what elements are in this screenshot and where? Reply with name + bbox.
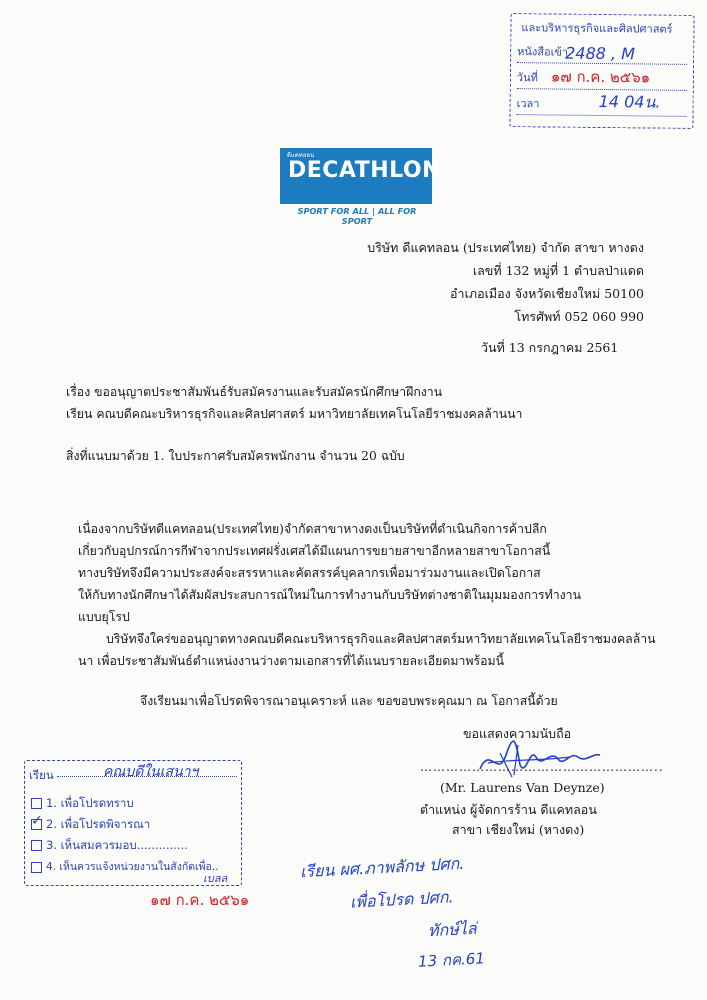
routing-option-label: 1. เพื่อโปรดทราบ <box>46 796 134 810</box>
sender-address-2: อำเภอเมือง จังหวัดเชียงใหม่ 50100 <box>450 286 644 301</box>
stamp-date-row <box>517 66 687 91</box>
routing-option-1 <box>31 795 134 813</box>
routing-to-label: เรียน <box>29 768 54 782</box>
body-line-3: ทางบริษัทจึงมีความประสงค์จะสรรหาและคัดสรรค์บุคลากรเพื่อมาร่วมงานและเปิดโอกาส <box>78 566 541 580</box>
recipient-line: เรียน คณบดีคณะบริหารธุรกิจและศิลปศาสตร์ มหาวิทยาลัยเทคโนโลยีราชมงคลล้านนา <box>66 407 523 421</box>
stamp-number-value: 2488 , M <box>565 43 636 64</box>
stamp-time-label: เวลา <box>516 97 540 111</box>
received-stamp <box>509 13 694 129</box>
closing-line: จึงเรียนมาเพื่อโปรดพิจารณาอนุเคราะห์ และ ขอขอบพระคุณมา ณ โอกาสนี้ด้วย <box>140 694 558 708</box>
body-line-4: ให้กับทางนักศึกษาได้สัมผัสประสบการณ์ใหม่ในการทำงานกับบริษัทต่างชาติในมุมมองการทำงาน <box>78 588 581 602</box>
routing-stamp <box>24 760 242 886</box>
signer-name: (Mr. Laurens Van Deynze) <box>440 780 605 795</box>
logo-tagline: SPORT FOR ALL | ALL FOR SPORT <box>297 206 417 226</box>
signer-position: ตำแหน่ง ผู้จัดการร้าน ดีแคทลอน <box>420 802 597 817</box>
stamp-date-value: ๑๗ ก.ค. ๒๕๖๑ <box>550 67 651 87</box>
stamp-org: และบริหารธุรกิจและศิลปศาสตร์ <box>521 21 673 36</box>
routing-option-3 <box>31 837 188 855</box>
handwritten-note-line-4: 13 กค.61 <box>417 949 486 971</box>
stamp-org-row <box>517 16 687 40</box>
sender-phone: โทรศัพท์ 052 060 990 <box>514 309 644 324</box>
stamp-time-row <box>517 92 687 117</box>
body-line-2: เกี่ยวกับอุปกรณ์การกีฬาจากประเทศฝรั่งเศสได้มีแผนการขยายสาขาอีกหลายสาขาโอกาสนี้ <box>78 544 551 558</box>
handwritten-note-line-1: เรียน ผศ.ภาพลักษ ปศก. <box>299 853 465 882</box>
stamp-number-row <box>517 40 687 65</box>
sender-company: บริษัท ดีแคทลอน (ประเทศไทย) จำกัด สาขา หางดง <box>367 240 644 255</box>
attachment-line: สิ่งที่แนบมาด้วย 1. ใบประกาศรับสมัครพนักงาน จำนวน 20 ฉบับ <box>66 449 405 463</box>
body-line-1: เนื่องจากบริษัทดีแคทลอน(ประเทศไทย)จำกัดสาขาหางดงเป็นบริษัทที่ดำเนินกิจการค้าปลีก <box>78 522 547 536</box>
body-line-7: นา เพื่อประชาสัมพันธ์ตำแหน่งงานว่างตามเอกสารที่ได้แนบรายละเอียดมาพร้อมนี้ <box>78 654 504 668</box>
subject-line: เรื่อง ขออนุญาตประชาสัมพันธ์รับสมัครงานและรับสมัครนักศึกษาฝึกงาน <box>66 385 443 399</box>
signature-dots: ……………………………………………….. <box>420 760 664 774</box>
handwritten-note-line-2: เพื่อโปรด ปศก. <box>349 887 454 912</box>
body-line-5: แบบยุโรป <box>78 610 130 624</box>
stamp-number-label: หนังสือเข้า <box>517 45 569 59</box>
logo-wordmark: DECATHLON <box>288 158 442 183</box>
checkbox-icon <box>31 840 42 851</box>
checkbox-icon <box>31 862 42 873</box>
routing-to-value: คณบดีในเสนาฯ <box>103 764 199 780</box>
logo-thai-text: ดีแคทลอน <box>287 152 315 159</box>
handwritten-note-line-3: ทักษ์ไล่ <box>427 918 478 941</box>
checked-checkbox-icon: ✓ <box>31 813 43 829</box>
stamp-time-value: 14 04น. <box>598 91 661 112</box>
body-line-6: บริษัทจึงใคร่ขออนุญาตทางคณบดีคณะบริหารธุรกิจและศิลปศาสตร์มหาวิทยาลัยเทคโนโลยีราชมงคลล้าน <box>106 632 656 646</box>
regards-text: ขอแสดงความนับถือ <box>463 726 572 741</box>
checkbox-icon <box>31 798 42 809</box>
routing-date: ๑๗ ก.ค. ๒๕๖๑ <box>150 891 250 909</box>
letter-date: วันที่ 13 กรกฎาคม 2561 <box>481 340 619 355</box>
stamp-date-label: วันที่ <box>516 71 538 85</box>
routing-option-label: 4. เห็นควรแจ้งหน่วยงานในสังกัดเพื่อ.. <box>46 861 219 873</box>
routing-option-label: 3. เห็นสมควรมอบ.............. <box>46 838 188 852</box>
sender-address-1: เลขที่ 132 หมู่ที่ 1 ตำบลป่าแดด <box>472 263 644 278</box>
routing-initials: เบลล <box>203 872 228 885</box>
signer-branch: สาขา เชียงใหม่ (หางดง) <box>452 822 585 837</box>
routing-option-label: 2. เพื่อโปรดพิจารณา <box>46 817 151 831</box>
routing-option-2 <box>31 813 151 834</box>
routing-option-4 <box>31 858 219 875</box>
